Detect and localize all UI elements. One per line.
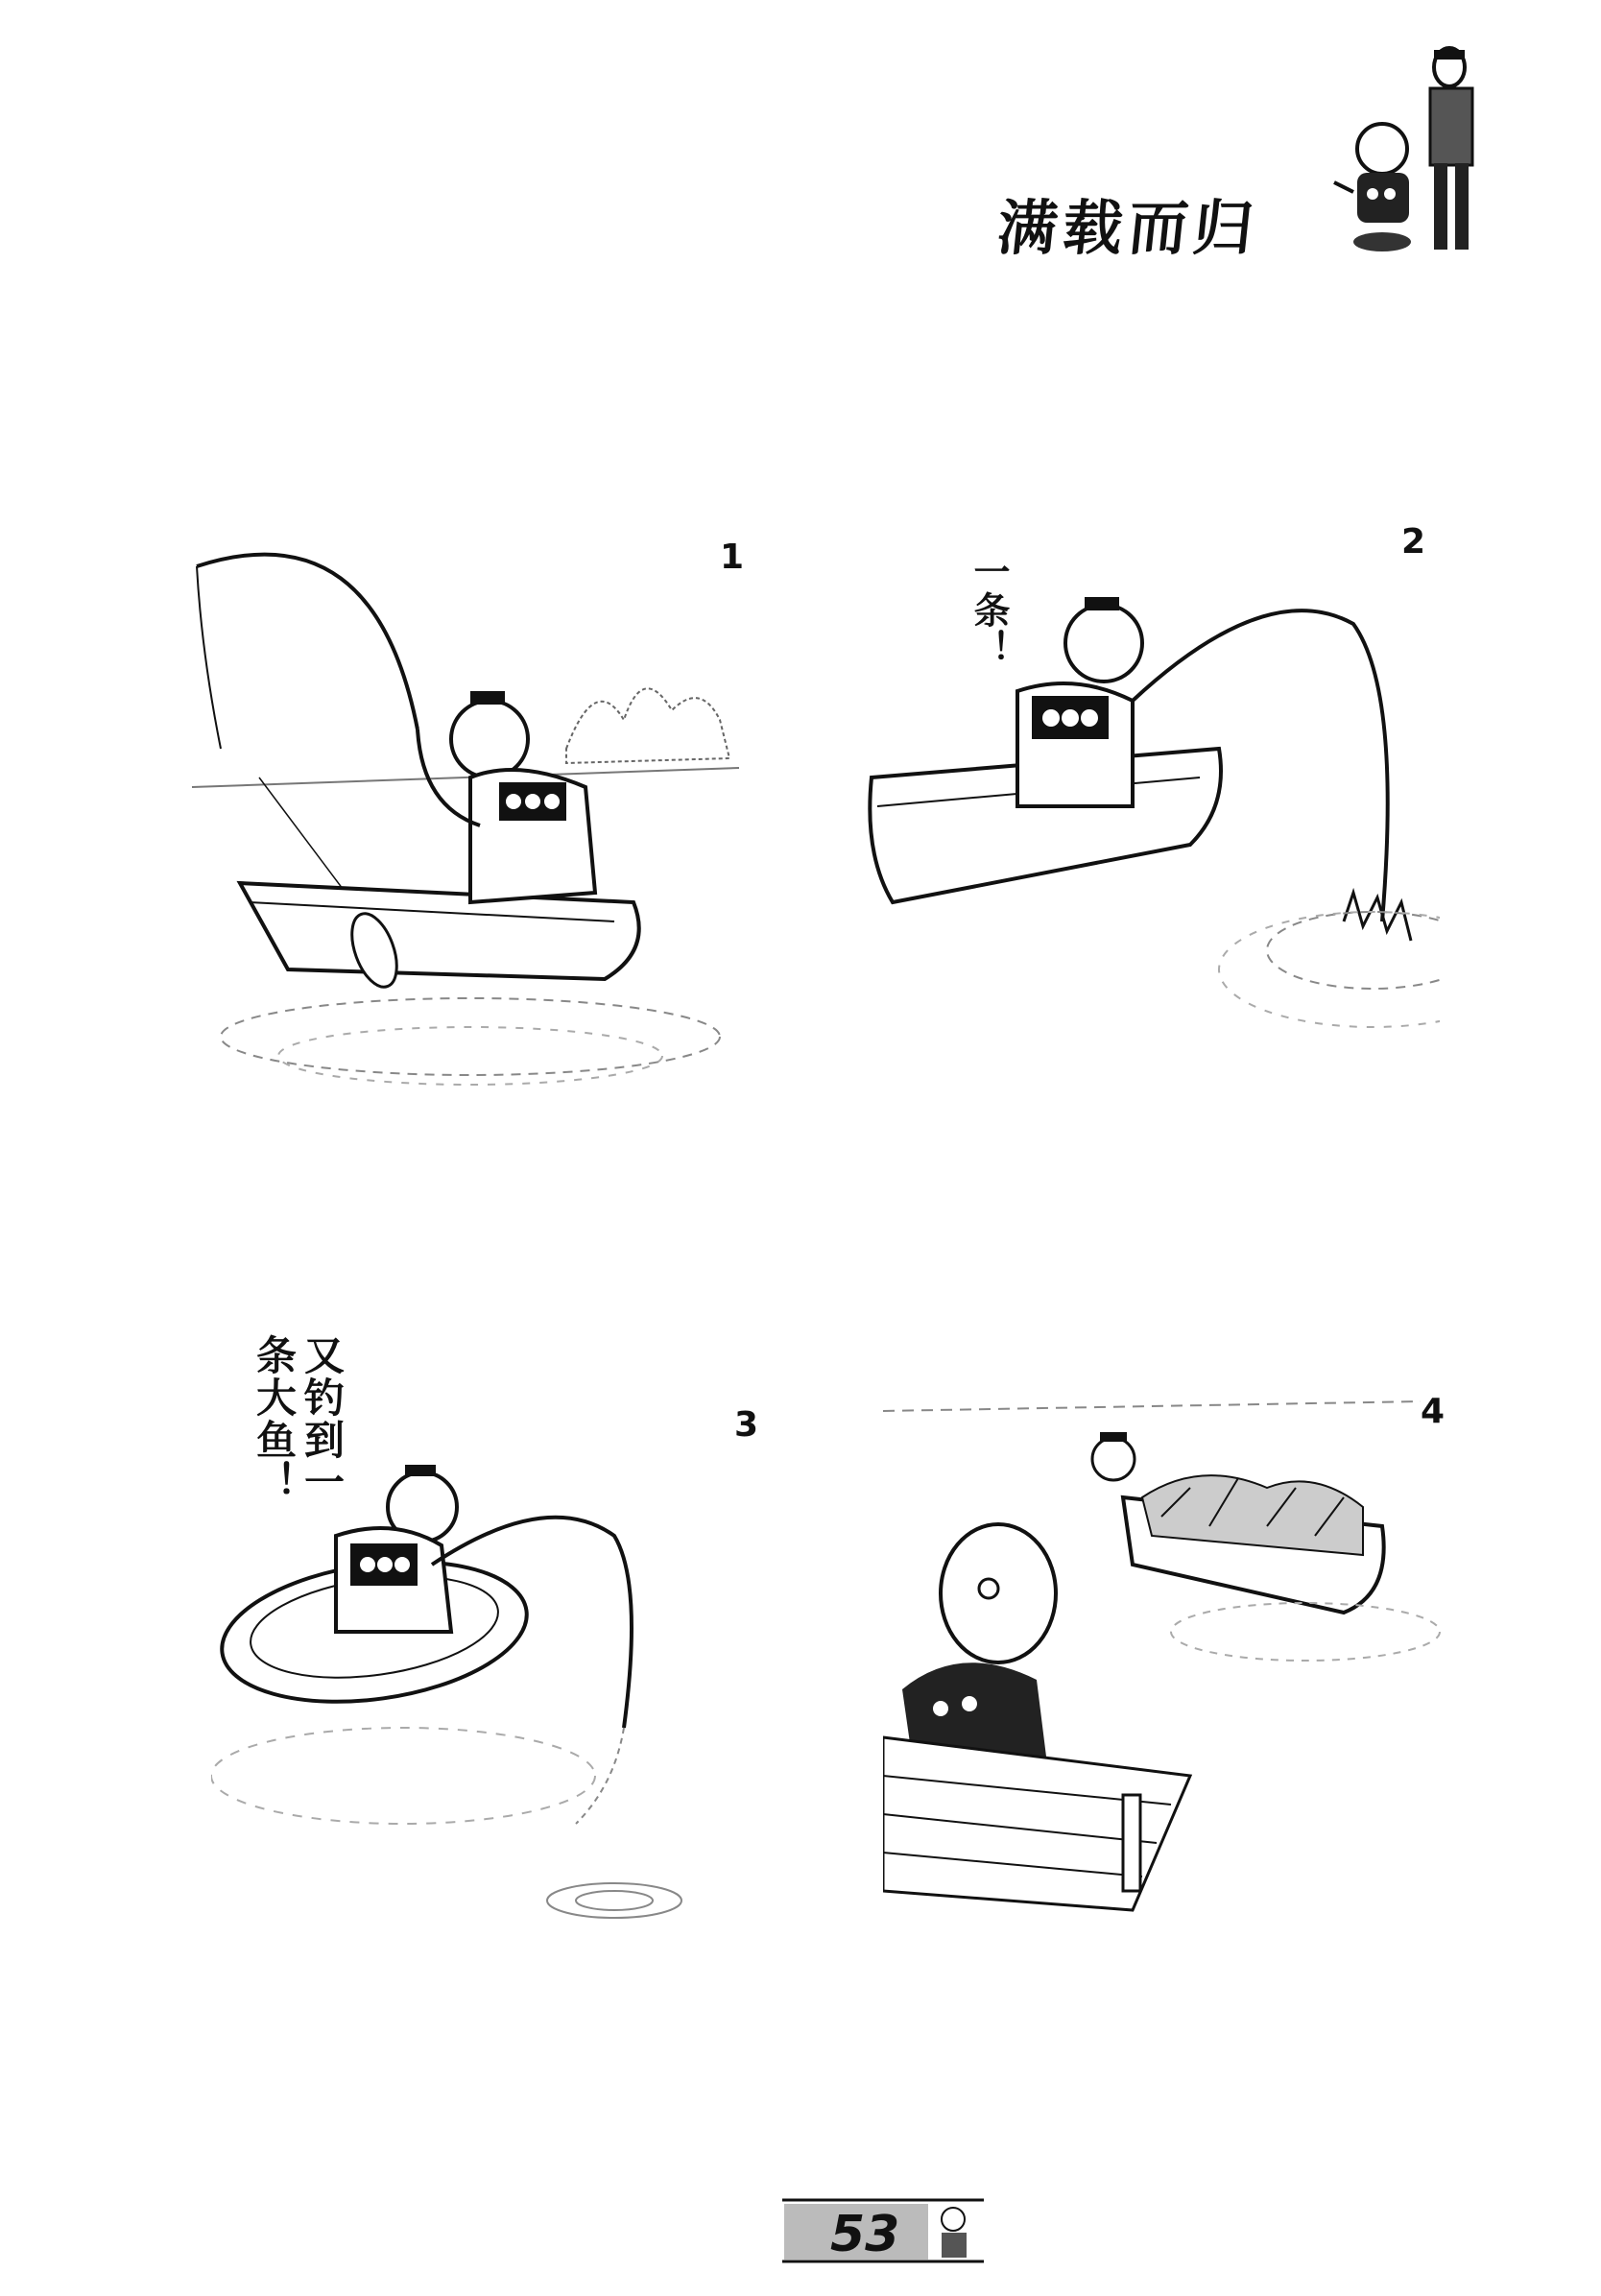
comic-panel-3 bbox=[211, 1325, 787, 1977]
panel-2-illustration bbox=[864, 518, 1440, 1094]
speech-bubble: 一条！ bbox=[968, 553, 1010, 668]
panel-3-illustration bbox=[211, 1325, 787, 1977]
page-footer bbox=[782, 2198, 984, 2265]
page-title: 满载而归 bbox=[993, 193, 1263, 263]
corner-characters-illustration bbox=[1315, 29, 1507, 259]
panel-4-illustration bbox=[883, 1373, 1459, 1949]
speech-bubble: 又钓到一条大鱼！ bbox=[251, 1334, 346, 1503]
comic-panel-2 bbox=[864, 518, 1440, 1094]
panel-number: 2 bbox=[1401, 522, 1426, 562]
panel-number: 3 bbox=[734, 1405, 759, 1445]
comic-panel-4 bbox=[883, 1373, 1459, 1949]
panel-number: 1 bbox=[720, 538, 745, 577]
page-number: 53 bbox=[830, 2206, 900, 2263]
comic-panel-1 bbox=[182, 538, 758, 1113]
panel-number: 4 bbox=[1421, 1392, 1446, 1431]
panel-1-illustration bbox=[182, 538, 758, 1113]
